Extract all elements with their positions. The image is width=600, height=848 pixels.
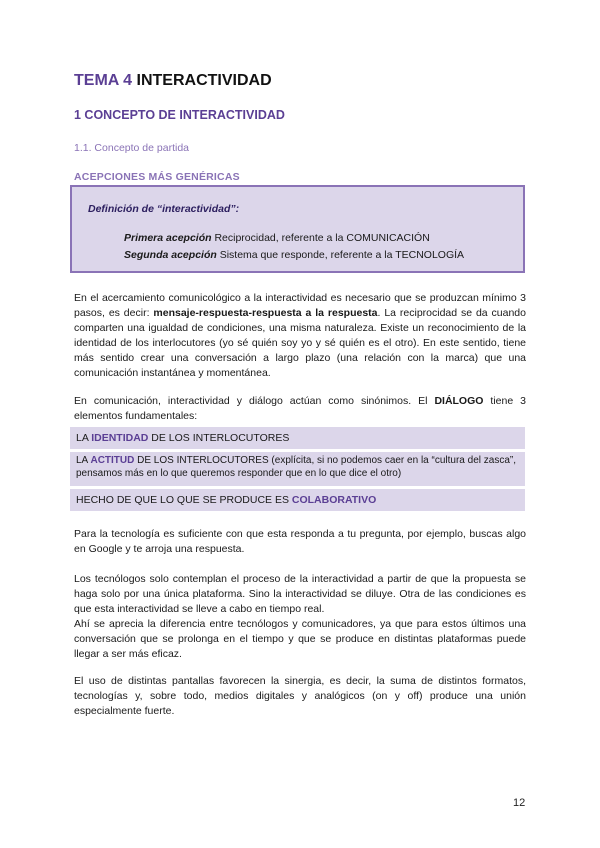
subsection-heading: 1.1. Concepto de partida — [74, 142, 189, 154]
p1-bold: mensaje-respuesta-respuesta a la respuesta — [153, 307, 378, 319]
second-meaning — [124, 249, 464, 261]
paragraph-technologists — [74, 572, 526, 662]
element-row-identity — [70, 427, 525, 449]
element-2-post: DE LOS INTERLOCUTORES (explícita, si no podemos caer en la “cultura del zasca”, pensamos más en lo que queremos responder que en lo que dice el otro) — [76, 455, 516, 479]
element-1-pre: LA — [76, 432, 92, 444]
title-number: TEMA 4 — [74, 72, 133, 89]
first-meaning-text: Reciprocidad, referente a la COMUNICACIÓN — [211, 232, 430, 244]
first-meaning — [124, 232, 430, 244]
element-1-post: DE LOS INTERLOCUTORES — [148, 432, 290, 444]
first-meaning-label: Primera acepción — [124, 232, 212, 244]
element-2-pre: LA — [76, 455, 91, 466]
element-3-highlight: COLABORATIVO — [291, 494, 377, 506]
element-3-pre: HECHO DE QUE LO QUE SE PRODUCE ES — [76, 494, 292, 506]
definition-title: Definición de “interactividad”: — [88, 203, 240, 215]
second-meaning-label: Segunda acepción — [124, 249, 217, 261]
element-row-collaborative — [70, 489, 525, 511]
second-meaning-text: Sistema que responde, referente a la TECNOLOGÍA — [216, 249, 465, 261]
element-row-attitude — [70, 452, 525, 486]
topic-heading: ACEPCIONES MÁS GENÉRICAS — [74, 171, 240, 183]
section-heading: 1 CONCEPTO DE INTERACTIVIDAD — [74, 108, 285, 122]
paragraph-reciprocity — [74, 291, 526, 381]
paragraph-screens: El uso de distintas pantallas favorecen la sinergia, es decir, la suma de distintos formatos, tecnologías y, sobre todo, medios digitales y analógicos (on y off) produce una unión especialmente fuerte. — [74, 675, 526, 717]
p2-bold: DIÁLOGO — [434, 395, 484, 407]
p2-text-after: tiene 3 elementos fundamentales: — [74, 395, 526, 422]
paragraph-technology: Para la tecnología es suficiente con que esta responda a tu pregunta, por ejemplo, buscas algo en Google y te arroja una respuesta. — [74, 528, 526, 555]
paragraph-dialogue — [74, 394, 526, 424]
p1-text-after: . La reciprocidad se da cuando comparten una igualdad de condiciones, una misma naturaleza. Existe un reconocimiento de la identidad de los interlocutores (yo sé quién soy yo y sé quién es el otro). En este sentido, tiene más sentido crear una conversación a largo plazo (una relación con la marca) que una comunicación instantánea y momentánea. — [74, 307, 526, 379]
p4-part-a: Los tecnólogos solo contemplan el proceso de la interactividad a partir de que la propuesta se haga solo por una única plataforma. Sino la interactividad se diluye. Otra de las condiciones es que esta interactividad se lleve a cabo en tiempo real. — [74, 573, 526, 615]
element-1-highlight: IDENTIDAD — [91, 432, 149, 444]
title-text: INTERACTIVIDAD — [136, 72, 272, 89]
page-title — [74, 72, 272, 90]
definition-box — [70, 185, 525, 273]
page-number: 12 — [513, 797, 526, 809]
p4-part-b: Ahí se aprecia la diferencia entre tecnólogos y comunicadores, ya que para estos últimos una conversación que se prolonga en el tiempo y que se produce en distintas plataformas puede llegar a ser más eficaz. — [74, 618, 526, 660]
p1-text-before: En el acercamiento comunicológico a la interactividad es necesario que se produzcan mínimo 3 pasos, es decir: — [74, 292, 526, 319]
element-2-highlight: ACTITUD — [90, 455, 135, 466]
p2-text-before: En comunicación, interactividad y diálogo actúan como sinónimos. El — [74, 395, 435, 407]
